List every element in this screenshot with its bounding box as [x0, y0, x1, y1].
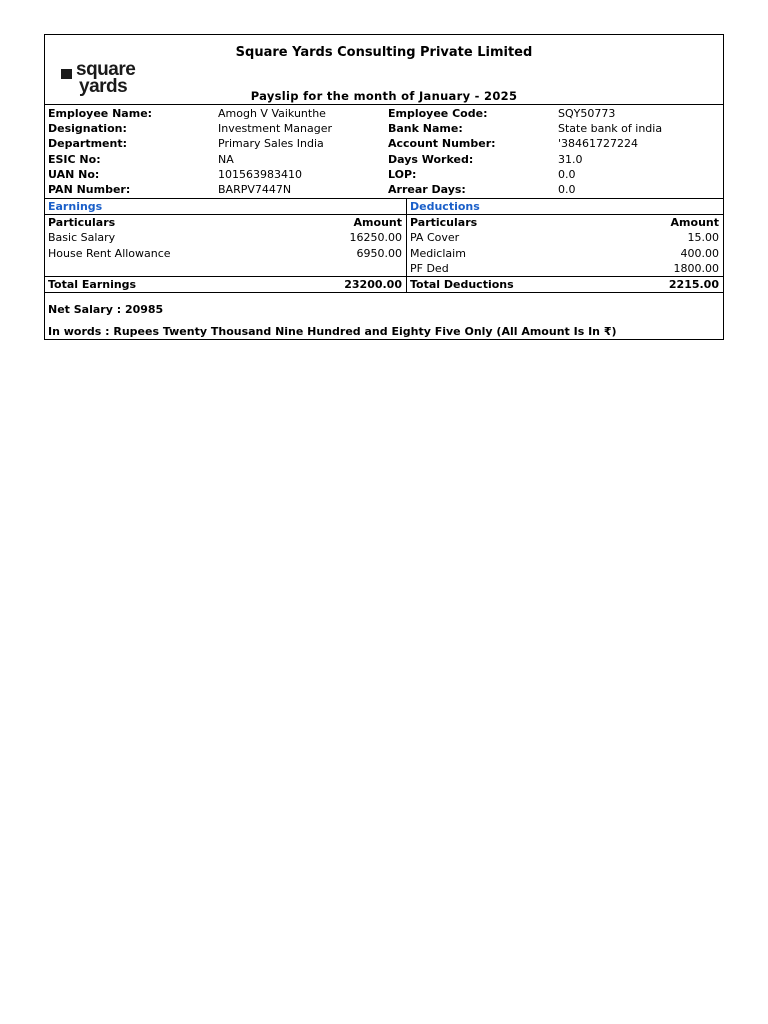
total-earnings-row — [45, 277, 406, 292]
total-deductions-label: Total Deductions — [410, 278, 514, 292]
payslip — [44, 34, 724, 340]
earning-amount: 16250.00 — [349, 231, 402, 245]
detail-value: 101563983410 — [218, 167, 302, 181]
earning-row — [45, 230, 406, 245]
detail-value: Amogh V Vaikunthe — [218, 107, 326, 120]
employee-detail-row — [45, 106, 723, 121]
employee-detail-row — [45, 152, 723, 167]
detail-value: NA — [218, 152, 234, 166]
amount-header: Amount — [670, 216, 719, 230]
section-headings — [45, 199, 723, 215]
deduction-amount: 15.00 — [687, 231, 719, 245]
detail-value: 0.0 — [558, 167, 576, 181]
detail-value: Investment Manager — [218, 122, 333, 136]
detail-label: Employee Name: — [48, 107, 153, 120]
payslip-header — [45, 35, 723, 105]
total-deductions-value: 2215.00 — [668, 278, 719, 292]
deduction-amount: 1800.00 — [673, 261, 719, 275]
detail-value: 31.0 — [558, 152, 583, 166]
payslip-period: Payslip for the month of January - 2025 — [250, 89, 518, 103]
employee-detail-row — [45, 136, 723, 151]
earnings-column — [45, 215, 407, 292]
deduction-name: Mediclaim — [410, 246, 466, 260]
detail-label: Arrear Days: — [388, 182, 466, 196]
amount-header: Amount — [353, 216, 402, 230]
detail-label: LOP: — [388, 167, 417, 181]
employee-detail-row — [45, 121, 723, 136]
deduction-row — [407, 246, 723, 261]
earning-name: House Rent Allowance — [48, 246, 171, 260]
particulars-header: Particulars — [48, 216, 116, 230]
deductions-header-row — [407, 215, 723, 230]
detail-label: Designation: — [48, 122, 127, 136]
logo-text-line1: square — [76, 59, 136, 80]
detail-value: State bank of india — [558, 122, 663, 136]
earning-amount: 6950.00 — [356, 246, 402, 260]
detail-label: PAN Number: — [48, 182, 131, 196]
detail-label: Account Number: — [388, 137, 496, 151]
earnings-heading: Earnings — [45, 199, 407, 214]
logo-square-icon — [61, 69, 72, 79]
earning-row — [45, 246, 406, 261]
detail-label: Days Worked: — [388, 152, 474, 166]
earning-name: Basic Salary — [48, 231, 116, 245]
company-name — [45, 45, 723, 60]
detail-label: Bank Name: — [388, 122, 463, 136]
company-name-text: Square Yards Consulting Private Limited — [235, 45, 533, 60]
employee-details — [45, 105, 723, 199]
deductions-body — [407, 215, 723, 277]
pay-breakdown-table — [45, 215, 723, 292]
total-earnings-value: 23200.00 — [344, 278, 402, 292]
logo-text-line2: yards — [79, 76, 128, 97]
employee-detail-row — [45, 167, 723, 182]
deduction-name: PA Cover — [410, 231, 460, 245]
deductions-column — [407, 215, 723, 292]
earnings-header-row — [45, 215, 406, 230]
total-earnings-label: Total Earnings — [48, 278, 137, 292]
detail-label: Department: — [48, 137, 127, 151]
earnings-body — [45, 215, 406, 277]
deduction-amount: 400.00 — [680, 246, 719, 260]
detail-value: Primary Sales India — [218, 137, 324, 151]
detail-value: '38461727224 — [558, 137, 639, 151]
deductions-heading: Deductions — [410, 200, 480, 214]
net-salary: Net Salary : 20985 — [48, 303, 164, 317]
deduction-row — [407, 230, 723, 245]
detail-value: 0.0 — [558, 182, 576, 196]
deduction-row — [407, 261, 723, 276]
detail-value: SQY50773 — [558, 107, 616, 120]
employee-detail-row — [45, 182, 723, 197]
detail-label: ESIC No: — [48, 152, 101, 166]
detail-label: Employee Code: — [388, 107, 488, 120]
net-salary-section — [45, 292, 723, 339]
deduction-name: PF Ded — [410, 261, 449, 275]
total-deductions-row — [407, 277, 723, 292]
detail-label: UAN No: — [48, 167, 100, 181]
particulars-header: Particulars — [410, 216, 478, 230]
net-salary-in-words: In words : Rupees Twenty Thousand Nine Hundred and Eighty Five Only (All Amount Is In ₹) — [48, 325, 617, 339]
detail-value: BARPV7447N — [218, 182, 292, 196]
